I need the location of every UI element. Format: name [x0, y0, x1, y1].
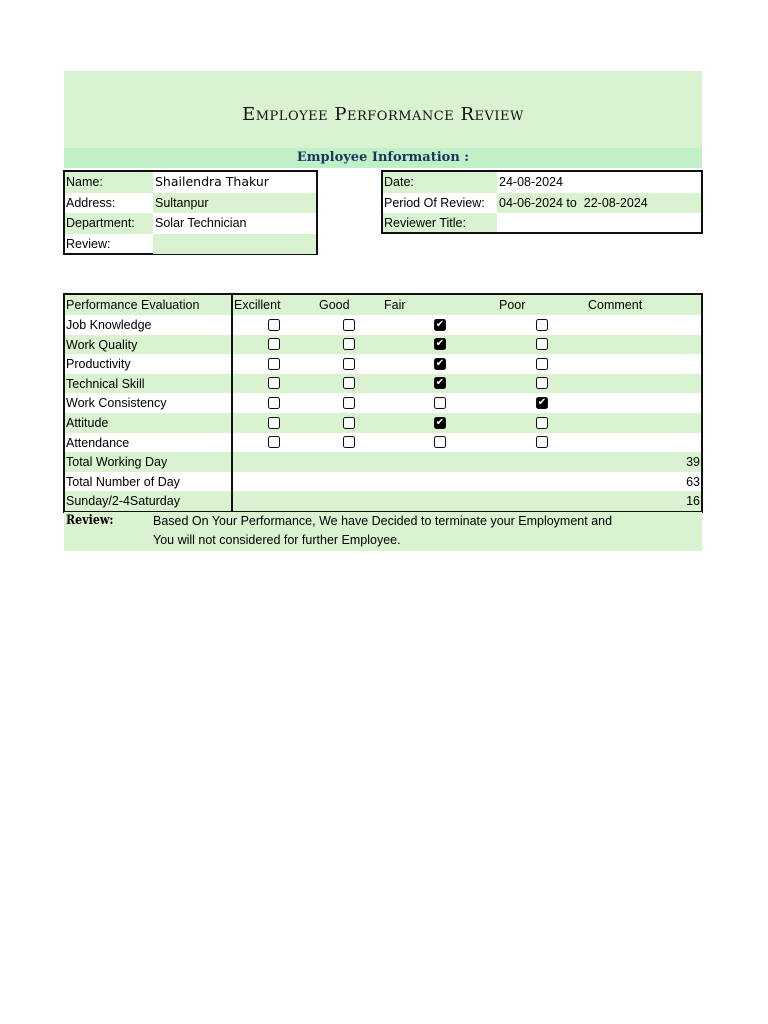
employee-review [153, 234, 316, 255]
checkbox-icon[interactable] [536, 436, 548, 448]
total-value: 39 [686, 455, 700, 470]
info-row [65, 172, 316, 193]
review-meta-box [381, 170, 703, 234]
column-divider [231, 295, 233, 511]
info-row [65, 234, 316, 255]
col-header-fair: Fair [384, 298, 406, 312]
checkbox-icon[interactable] [268, 377, 280, 389]
checkbox-icon[interactable] [536, 417, 548, 429]
total-label: Total Number of Day [66, 474, 180, 489]
reviewer-title [497, 213, 701, 232]
checkbox-icon[interactable] [434, 397, 446, 409]
meta-row [383, 213, 701, 232]
criterion-label: Attitude [66, 416, 109, 430]
review-period: 04-06-2024 to 22-08-2024 [497, 193, 701, 214]
employee-info-box [63, 170, 318, 255]
total-label: Total Working Day [66, 455, 168, 470]
col-header-criteria: Performance Evaluation [66, 298, 200, 312]
checkbox-checked-icon[interactable]: ✔ [435, 416, 445, 428]
review-text-line-1: Based On Your Performance, We have Decided to terminate your Employment and [153, 514, 613, 528]
info-label: Address: [66, 195, 116, 210]
checkbox-icon[interactable] [268, 319, 280, 331]
info-row [65, 193, 316, 214]
checkbox-checked-icon[interactable]: ✔ [435, 377, 445, 389]
checkbox-checked-icon[interactable]: ✔ [435, 357, 445, 369]
employee-address: Sultanpur [153, 193, 316, 214]
checkbox-icon[interactable] [536, 377, 548, 389]
evaluation-row [65, 354, 701, 374]
checkbox-icon[interactable] [434, 436, 446, 448]
checkbox-icon[interactable] [536, 319, 548, 331]
evaluation-row [65, 433, 701, 453]
info-label: Name: [66, 175, 103, 189]
col-header-excellent: Excillent [234, 298, 281, 312]
meta-label: Period Of Review: [384, 195, 485, 210]
checkbox-icon[interactable] [343, 436, 355, 448]
checkbox-icon[interactable] [343, 377, 355, 389]
evaluation-row [65, 335, 701, 355]
total-label: Sunday/2-4Saturday [66, 494, 180, 509]
evaluation-row [65, 315, 701, 335]
info-label: Review: [66, 236, 111, 251]
col-header-comment: Comment [588, 298, 643, 312]
checkbox-checked-icon[interactable]: ✔ [435, 338, 445, 350]
review-date: 24-08-2024 [497, 172, 701, 193]
checkbox-icon[interactable] [343, 338, 355, 350]
evaluation-row [65, 374, 701, 394]
info-row [65, 213, 316, 234]
total-value: 63 [686, 474, 700, 489]
col-header-poor: Poor [499, 298, 526, 312]
info-header: Employee Information : [296, 150, 470, 165]
checkbox-icon[interactable] [343, 358, 355, 370]
checkbox-checked-icon[interactable]: ✔ [435, 318, 445, 330]
criterion-label: Productivity [66, 357, 131, 372]
meta-label: Reviewer Title: [384, 216, 466, 230]
criterion-label: Technical Skill [66, 376, 145, 391]
review-text-line-2: You will not considered for further Employee. [153, 533, 401, 547]
meta-label: Date: [384, 175, 414, 189]
checkbox-checked-icon[interactable]: ✔ [537, 396, 547, 408]
checkbox-icon[interactable] [536, 358, 548, 370]
meta-row [383, 193, 701, 214]
employee-name: Shailendra Thakur [153, 172, 316, 193]
criterion-label: Attendance [66, 435, 130, 450]
evaluation-header-row [65, 295, 701, 315]
total-row [65, 472, 701, 492]
checkbox-icon[interactable] [268, 417, 280, 429]
total-row [65, 452, 701, 472]
checkbox-icon[interactable] [343, 397, 355, 409]
checkbox-icon[interactable] [343, 417, 355, 429]
total-value: 16 [686, 494, 700, 509]
evaluation-table [63, 293, 703, 513]
checkbox-icon[interactable] [268, 358, 280, 370]
checkbox-icon[interactable] [536, 338, 548, 350]
info-label: Department: [66, 216, 135, 230]
criterion-label: Work Consistency [66, 396, 167, 411]
evaluation-row [65, 413, 701, 433]
criterion-label: Job Knowledge [66, 318, 152, 332]
evaluation-row [65, 393, 701, 413]
criterion-label: Work Quality [66, 337, 138, 352]
checkbox-icon[interactable] [268, 338, 280, 350]
meta-row [383, 172, 701, 193]
checkbox-icon[interactable] [343, 319, 355, 331]
review-label: Review: [66, 513, 114, 528]
employee-department: Solar Technician [153, 213, 316, 234]
page-title: Employee Performance Review [242, 104, 524, 125]
checkbox-icon[interactable] [268, 436, 280, 448]
checkbox-icon[interactable] [268, 397, 280, 409]
total-row [65, 491, 701, 511]
col-header-good: Good [319, 298, 350, 312]
